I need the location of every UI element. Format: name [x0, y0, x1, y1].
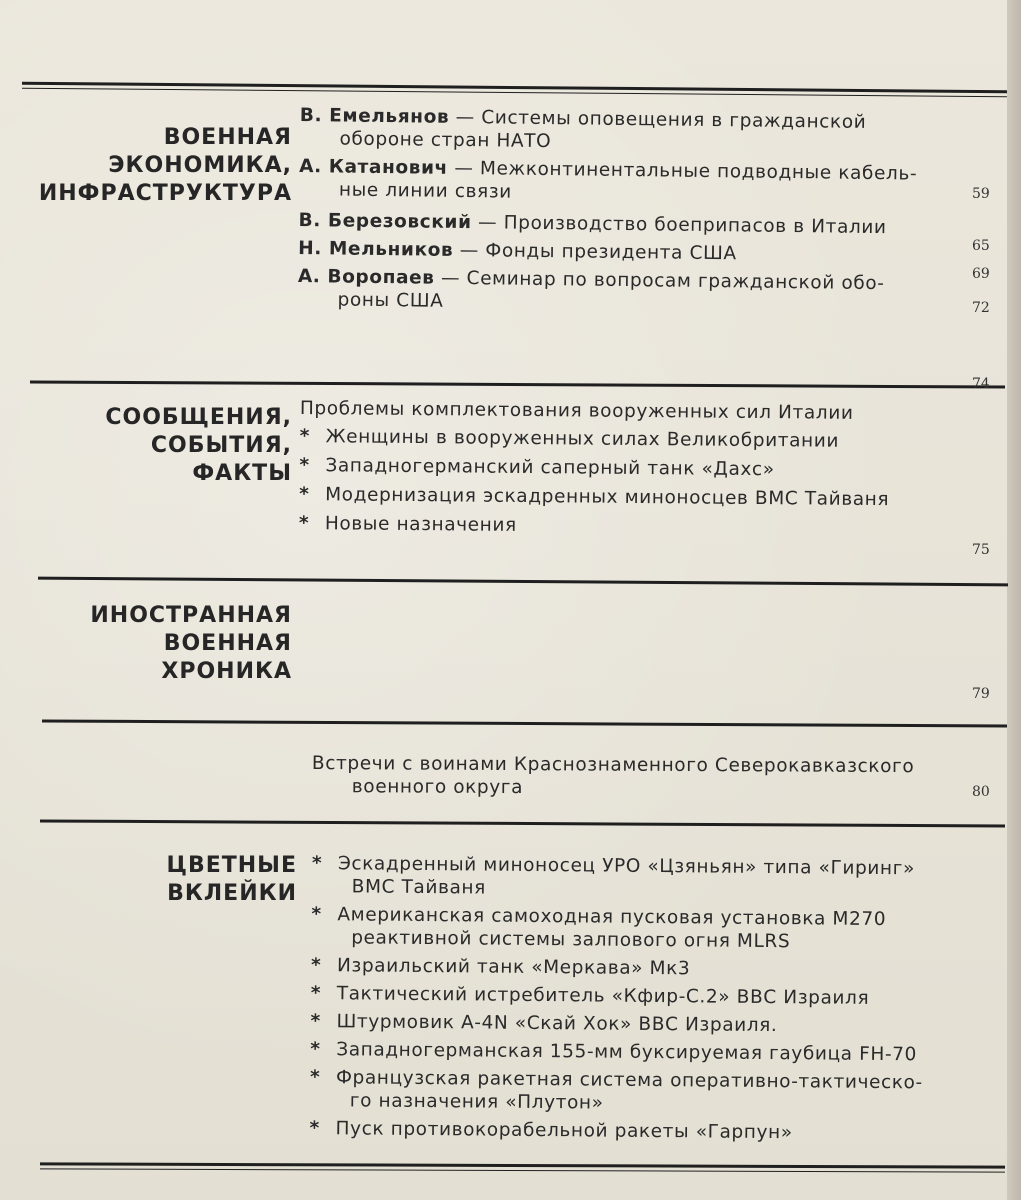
- entry-title-cont: роны США: [337, 289, 444, 312]
- toc-entry: * Эскадренный миноносец УРО «Цзяньян» типа «Гиринг» ВМС Тайваня: [311, 852, 915, 899]
- page-number: 79: [972, 686, 990, 702]
- entry-author: В. Емельянов: [299, 104, 450, 128]
- toc-entry: * Женщины в вооруженных силах Великобритании: [299, 425, 840, 452]
- page-number: 65: [972, 238, 990, 254]
- toc-entry: [297, 265, 966, 319]
- toc-entry: * Штурмовик А-4N «Скай Хок» ВВС Израиля.: [310, 1010, 778, 1037]
- section-rule-4: [40, 819, 1005, 827]
- page-number: 75: [972, 542, 990, 558]
- toc-entry: * Французская ракетная система оперативно-тактическо- го назначения «Плутон»: [309, 1066, 923, 1114]
- page-number: 72: [972, 300, 990, 316]
- entry-title: — Производство боеприпасов в Италии: [477, 212, 887, 239]
- section-heading-chronicle: ИНОСТРАННАЯ ВОЕННАЯ ХРОНИКА: [90, 603, 292, 684]
- page-number: 80: [972, 784, 990, 800]
- toc-entry: * Западногерманский саперный танк «Дахс»: [299, 454, 775, 481]
- toc-entry: * Пуск противокорабельной ракеты «Гарпун»: [309, 1117, 793, 1144]
- entry-title-cont: обороне стран НАТО: [339, 128, 552, 153]
- section-heading-news: СООБЩЕНИЯ, СОБЫТИЯ, ФАКТЫ: [105, 405, 292, 486]
- entry-title: — Фонды президента США: [459, 239, 737, 265]
- section-entries-meetings: [312, 752, 980, 806]
- entry-title-cont: ные линии связи: [338, 179, 512, 203]
- toc-entry: * Американская самоходная пусковая установка М270 реактивной системы залпового огня MLRS: [311, 903, 887, 953]
- section-heading-inserts: ЦВЕТНЫЕ ВКЛЕЙКИ: [166, 853, 297, 906]
- toc-entry: [299, 104, 968, 158]
- entry-author: А. Катанович: [299, 155, 449, 179]
- toc-entry: [298, 237, 966, 268]
- page-edge: [1007, 0, 1021, 1200]
- section-entries-economy: [297, 104, 968, 324]
- toc-entry: Встречи с воинами Краснознаменного Северокавказского военного округа: [311, 753, 915, 799]
- toc-entry: * Тактический истребитель «Кфир-С.2» ВВС Израиля: [310, 982, 870, 1009]
- entry-author: Н. Мельников: [298, 237, 454, 261]
- page-number: 74: [972, 376, 990, 392]
- section-entries-inserts: [309, 852, 967, 1151]
- entry-author: А. Воропаев: [297, 265, 435, 289]
- page-number: 59: [972, 186, 990, 202]
- section-rule-top: [22, 82, 1007, 94]
- section-entries-news: [299, 397, 968, 546]
- section-rule-3: [42, 719, 1007, 727]
- entry-title: — Системы оповещения в гражданской: [455, 106, 867, 133]
- entry-title: — Межконтинентальные подводные кабель-: [454, 157, 918, 185]
- entry-author: В. Березовский: [298, 209, 472, 234]
- section-rule-bottom: [40, 1162, 1005, 1168]
- toc-entry: [299, 155, 968, 209]
- toc-entry: [298, 209, 966, 240]
- toc-entry: * Израильский танк «Меркава» Мк3: [310, 954, 691, 980]
- toc-entry: * Новые назначения: [298, 512, 517, 536]
- section-rule-1: [30, 380, 1005, 388]
- toc-entry: Проблемы комплектования вооруженных сил Италии: [299, 397, 854, 424]
- entry-title: — Семинар по вопросам гражданской обо-: [440, 267, 885, 295]
- section-heading-economy: ВОЕННАЯ ЭКОНОМИКА, ИНФРАСТРУКТУРА: [38, 125, 292, 206]
- toc-entry: * Модернизация эскадренных миноносцев ВМС Тайваня: [299, 483, 890, 511]
- section-rule-2: [38, 577, 1008, 587]
- toc-entry: * Западногерманская 155-мм буксируемая гаубица FH-70: [310, 1038, 918, 1066]
- page-number: 69: [972, 266, 990, 282]
